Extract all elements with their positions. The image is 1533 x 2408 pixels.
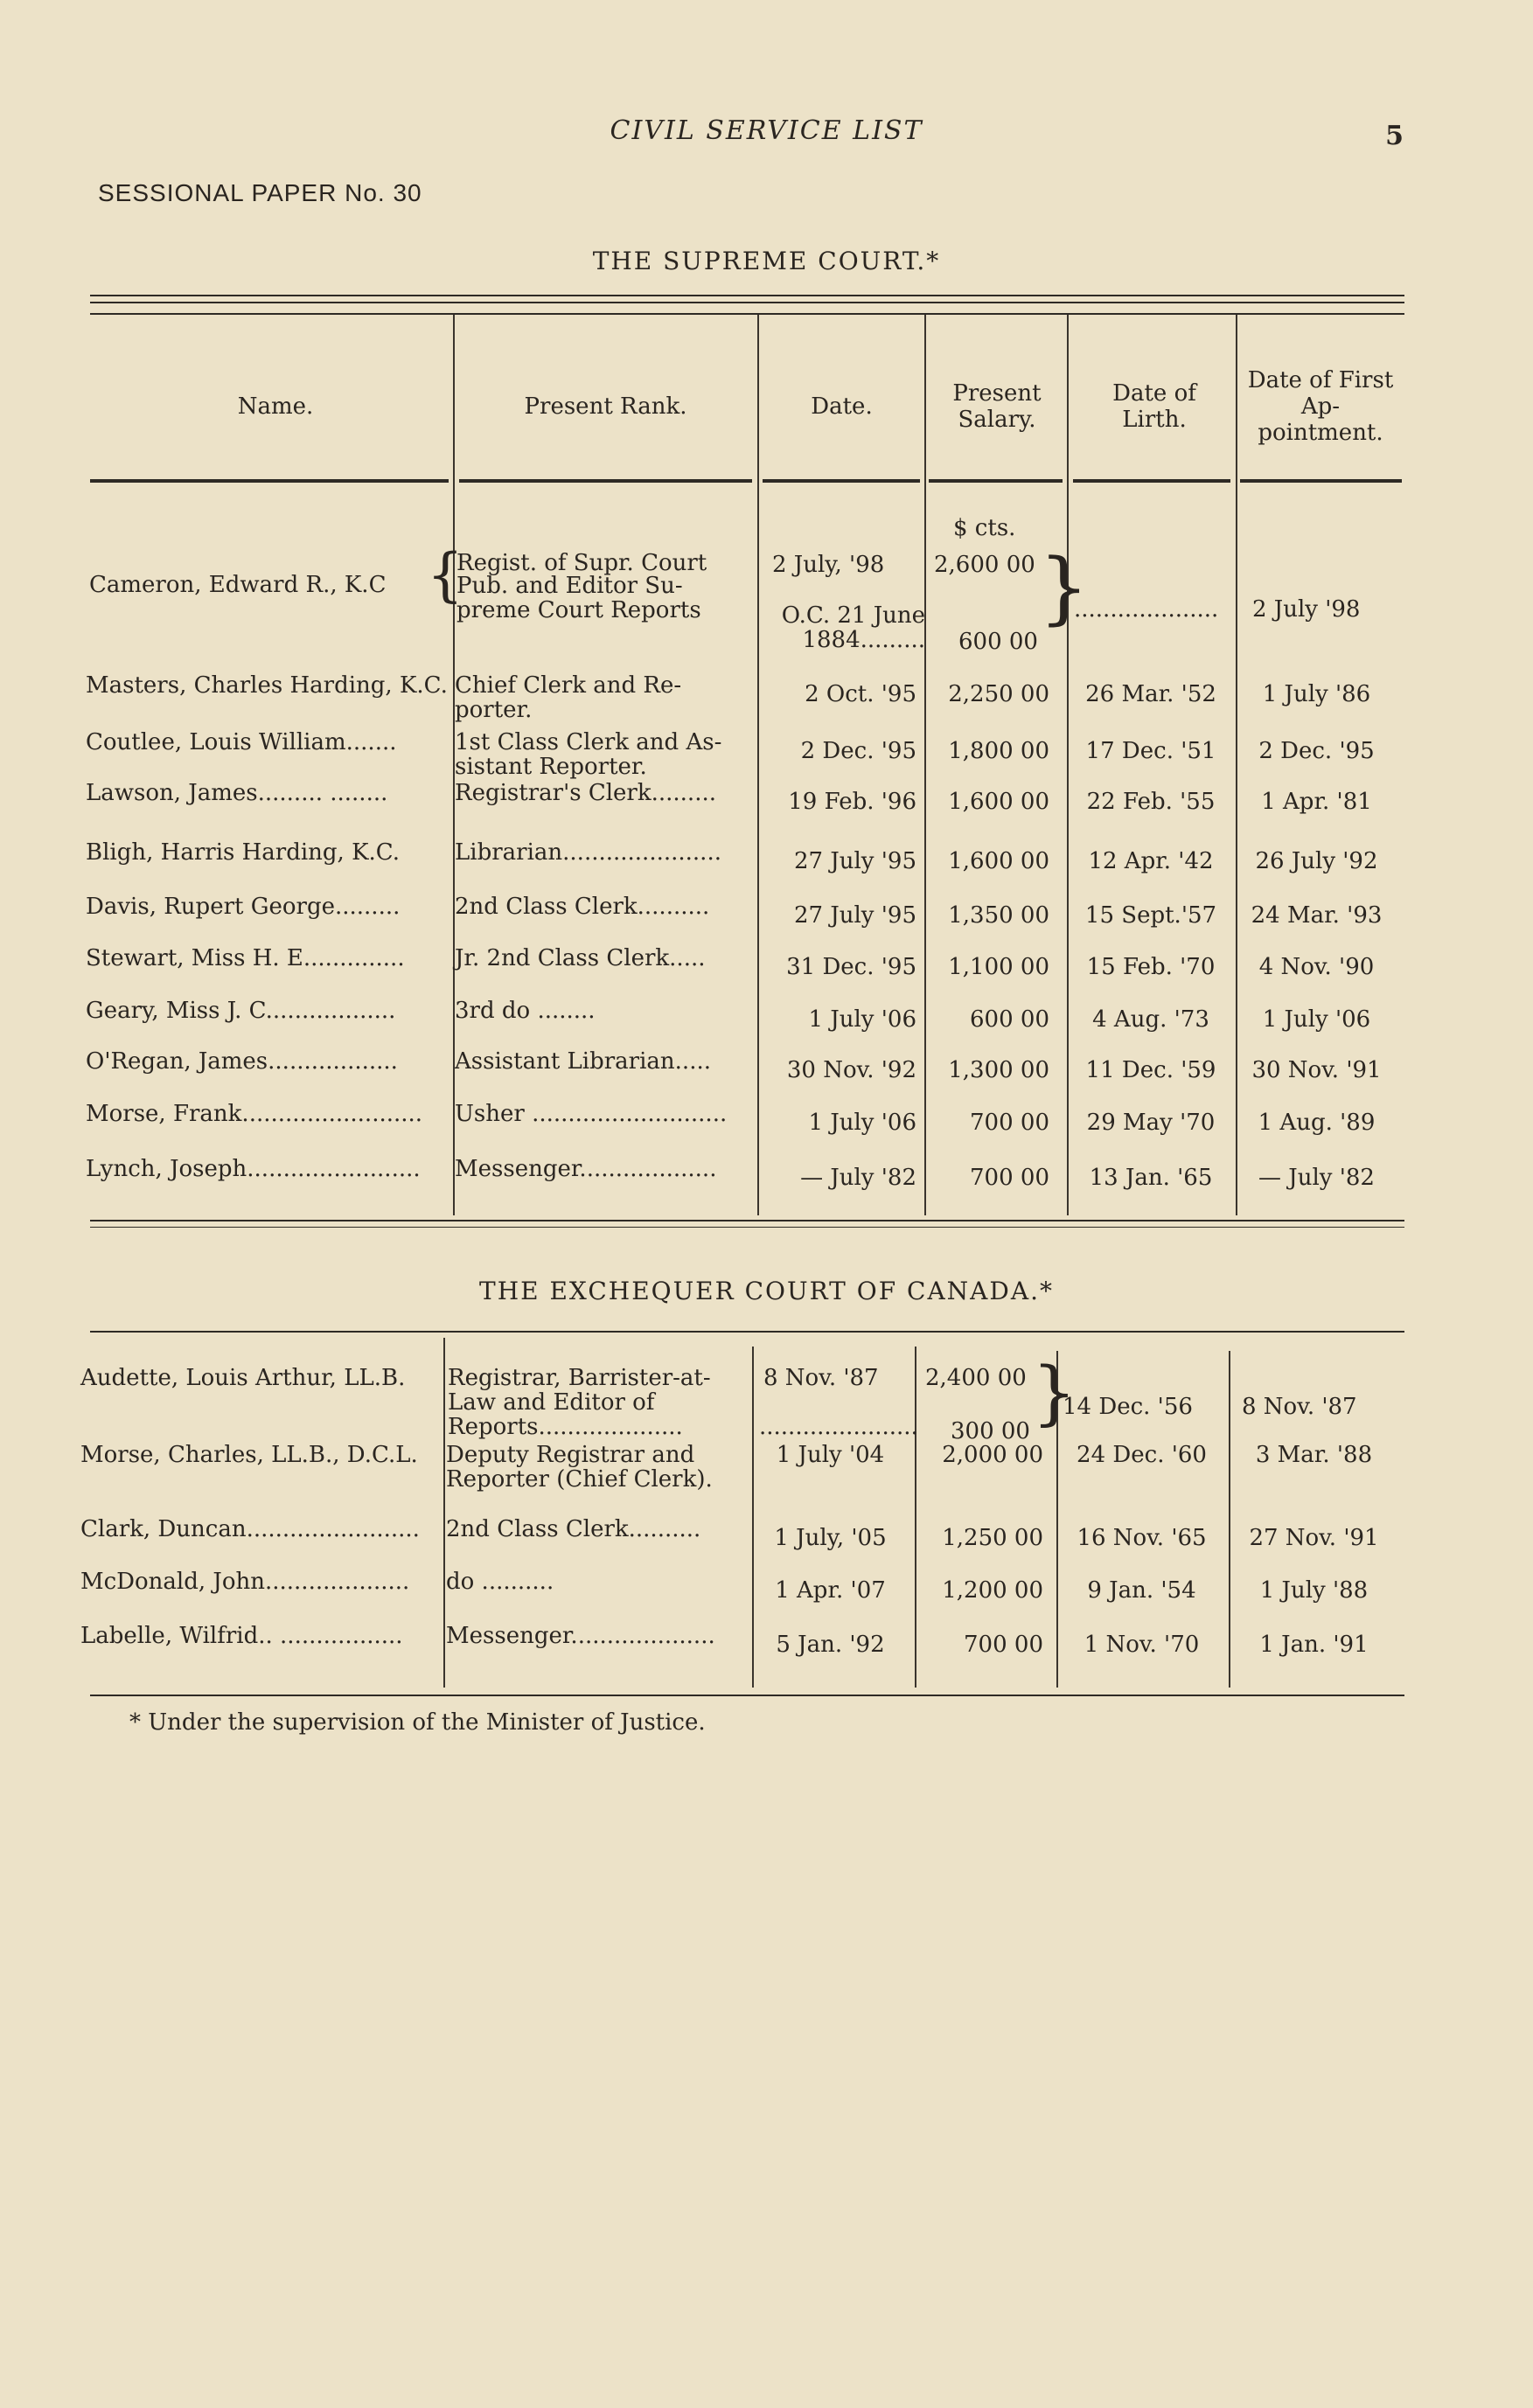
cameron-salary-line2: 600 00 — [958, 629, 1038, 655]
row-first-appointment: 24 Mar. '93 — [1251, 902, 1383, 929]
cameron-date-line1: 2 July, '98 — [772, 552, 885, 578]
row-name: Geary, Miss J. C.................. — [86, 998, 396, 1024]
header-underline — [763, 479, 920, 486]
row-salary: 1,350 00 — [948, 902, 1049, 929]
header-first-appointment: Date of First Ap-pointment. — [1247, 367, 1394, 446]
row-salary: 2,250 00 — [948, 681, 1049, 707]
row-rank: Jr. 2nd Class Clerk..... — [455, 945, 706, 971]
row-date: 5 Jan. '92 — [776, 1632, 885, 1658]
row-salary: 700 00 — [964, 1632, 1043, 1658]
row-date: 31 Dec. '95 — [786, 954, 916, 980]
top-rule-2 — [90, 302, 1404, 303]
audette-rank: Registrar, Barrister-at-Law and Editor of Reports.................... — [448, 1365, 711, 1440]
row-birth: 29 May '70 — [1086, 1110, 1216, 1136]
row-birth: 17 Dec. '51 — [1085, 738, 1216, 764]
brace-right: } — [1032, 1352, 1077, 1433]
row-birth: 22 Feb. '55 — [1086, 789, 1216, 815]
footnote: * Under the supervision of the Minister of Justice. — [129, 1709, 706, 1736]
row-name: O'Regan, James.................. — [86, 1048, 398, 1075]
row-rank: 3rd do ........ — [455, 998, 596, 1024]
page-number: 5 — [1385, 121, 1404, 151]
row-name: Morse, Charles, LL.B., D.C.L. — [80, 1442, 418, 1468]
row-date: 19 Feb. '96 — [788, 789, 916, 815]
row-birth: 13 Jan. '65 — [1089, 1165, 1213, 1191]
row-date: 30 Nov. '92 — [786, 1057, 916, 1083]
sessional-paper-label: SESSIONAL PAPER No. 30 — [98, 179, 422, 206]
supreme-bottom-rule — [90, 1220, 1404, 1221]
cameron-salary-line1: 2,600 00 — [934, 552, 1035, 578]
column-divider — [443, 1338, 445, 1688]
row-salary: 1,250 00 — [942, 1525, 1043, 1551]
row-rank: Messenger.................... — [446, 1623, 715, 1649]
row-name: Stewart, Miss H. E.............. — [86, 945, 405, 971]
header-underline — [929, 479, 1063, 486]
row-name: Lynch, Joseph........................ — [86, 1156, 421, 1182]
audette-salary-line2: 300 00 — [951, 1418, 1030, 1444]
supreme-court-title: THE SUPREME COURT.* — [592, 247, 941, 275]
row-rank: 2nd Class Clerk.......... — [455, 894, 710, 920]
row-birth: 12 Apr. '42 — [1088, 848, 1214, 874]
row-salary: 1,300 00 — [948, 1057, 1049, 1083]
header-present-rank: Present Rank. — [524, 393, 687, 420]
row-date: 27 July '95 — [793, 848, 916, 874]
row-name: Davis, Rupert George......... — [86, 894, 401, 920]
row-first-appointment: 1 July '86 — [1262, 681, 1371, 707]
row-first-appointment: 30 Nov. '91 — [1251, 1057, 1382, 1083]
row-rank: Assistant Librarian..... — [455, 1048, 711, 1075]
row-date: 1 July '06 — [808, 1110, 916, 1136]
row-name: Bligh, Harris Harding, K.C. — [86, 839, 401, 866]
row-salary: 1,100 00 — [948, 954, 1049, 980]
row-birth: 15 Feb. '70 — [1086, 954, 1216, 980]
row-salary: 2,000 00 — [942, 1442, 1043, 1468]
row-first-appointment: 2 Dec. '95 — [1258, 738, 1375, 764]
row-first-appointment: 1 July '06 — [1262, 1006, 1371, 1033]
row-name: Labelle, Wilfrid.. ................. — [80, 1623, 403, 1649]
exchequer-bottom-rule — [90, 1695, 1404, 1696]
header-name: Name. — [237, 393, 314, 420]
row-birth: 1 Nov. '70 — [1084, 1632, 1200, 1658]
row-first-appointment: 1 Apr. '81 — [1261, 789, 1372, 815]
cameron-first-appointment: 2 July '98 — [1252, 596, 1361, 623]
audette-date: 8 Nov. '87 — [763, 1365, 879, 1391]
brace-left: { — [427, 541, 463, 609]
audette-birth: 14 Dec. '56 — [1063, 1394, 1193, 1420]
row-salary: 1,600 00 — [948, 789, 1049, 815]
row-rank: 2nd Class Clerk.......... — [446, 1516, 701, 1542]
header-underline — [1073, 479, 1230, 486]
row-date: — July '82 — [800, 1165, 916, 1191]
row-first-appointment: 26 July '92 — [1255, 848, 1378, 874]
exchequer-court-title: THE EXCHEQUER COURT OF CANADA.* — [479, 1277, 1054, 1305]
top-rule-3 — [90, 313, 1404, 315]
supreme-bottom-rule-2 — [90, 1227, 1404, 1228]
row-rank: Usher ........................... — [455, 1101, 728, 1127]
row-date: 1 July '04 — [776, 1442, 885, 1468]
audette-name: Audette, Louis Arthur, LL.B. — [80, 1365, 406, 1391]
row-salary: 1,200 00 — [942, 1577, 1043, 1604]
cameron-rank-line1: Regist. of Supr. Court — [456, 550, 707, 576]
header-present-salary: Present Salary. — [952, 380, 1042, 433]
row-first-appointment: — July '82 — [1258, 1165, 1375, 1191]
row-name: Lawson, James......... ........ — [86, 780, 388, 806]
row-date: 27 July '95 — [793, 902, 916, 929]
header-underline — [90, 479, 449, 486]
row-name: Masters, Charles Harding, K.C. — [86, 672, 448, 699]
row-name: Coutlee, Louis William....... — [86, 729, 397, 755]
cameron-name: Cameron, Edward R., K.C — [89, 572, 387, 598]
row-name: Clark, Duncan........................ — [80, 1516, 420, 1542]
row-rank: Deputy Registrar and Reporter (Chief Clerk). — [446, 1442, 713, 1493]
brace-right: } — [1039, 542, 1090, 634]
row-salary: 600 00 — [970, 1006, 1049, 1033]
row-rank: do .......... — [446, 1569, 554, 1595]
row-first-appointment: 1 Jan. '91 — [1259, 1632, 1369, 1658]
row-first-appointment: 1 Aug. '89 — [1258, 1110, 1376, 1136]
row-first-appointment: 4 Nov. '90 — [1258, 954, 1375, 980]
row-first-appointment: 1 July '88 — [1259, 1577, 1369, 1604]
row-date: 2 Dec. '95 — [800, 738, 916, 764]
header-date-of-birth: Date of Lirth. — [1112, 380, 1196, 433]
header-underline — [459, 479, 752, 486]
row-birth: 15 Sept.'57 — [1084, 902, 1217, 929]
row-salary: 1,600 00 — [948, 848, 1049, 874]
row-date: 1 July, '05 — [774, 1525, 887, 1551]
audette-date-dots: ...................... — [759, 1414, 918, 1440]
top-rule-1 — [90, 295, 1404, 296]
audette-first-appointment: 8 Nov. '87 — [1242, 1394, 1357, 1420]
header-date: Date. — [811, 393, 873, 420]
header-underline — [1240, 479, 1402, 486]
currency-header: $ cts. — [953, 515, 1016, 541]
row-date: 1 Apr. '07 — [775, 1577, 886, 1604]
row-birth: 9 Jan. '54 — [1087, 1577, 1196, 1604]
row-name: Morse, Frank......................... — [86, 1101, 423, 1127]
audette-salary-line1: 2,400 00 — [925, 1365, 1027, 1391]
row-salary: 700 00 — [970, 1165, 1049, 1191]
row-rank: Messenger................... — [455, 1156, 717, 1182]
row-rank: 1st Class Clerk and As-sistant Reporter. — [455, 729, 722, 780]
row-birth: 11 Dec. '59 — [1085, 1057, 1216, 1083]
cameron-rank-line2: Pub. and Editor Su-preme Court Reports — [456, 573, 701, 623]
row-birth: 4 Aug. '73 — [1092, 1006, 1209, 1033]
row-salary: 1,800 00 — [948, 738, 1049, 764]
cameron-date-line2: O.C. 21 June 1884......... — [781, 602, 925, 653]
row-date: 2 Oct. '95 — [805, 681, 916, 707]
column-divider — [924, 315, 926, 1215]
row-date: 1 July '06 — [808, 1006, 916, 1033]
row-birth: 16 Nov. '65 — [1077, 1525, 1207, 1551]
row-birth: 24 Dec. '60 — [1077, 1442, 1207, 1468]
row-name: McDonald, John.................... — [80, 1569, 410, 1595]
row-rank: Librarian...................... — [455, 839, 721, 866]
cameron-birth: .................... — [1074, 596, 1219, 623]
row-first-appointment: 27 Nov. '91 — [1249, 1525, 1379, 1551]
row-first-appointment: 3 Mar. '88 — [1255, 1442, 1373, 1468]
row-salary: 700 00 — [970, 1110, 1049, 1136]
row-birth: 26 Mar. '52 — [1085, 681, 1216, 707]
running-title: CIVIL SERVICE LIST — [610, 115, 923, 146]
row-rank: Registrar's Clerk......... — [455, 780, 716, 806]
row-rank: Chief Clerk and Re-porter. — [455, 672, 682, 723]
exchequer-top-rule — [90, 1331, 1404, 1333]
